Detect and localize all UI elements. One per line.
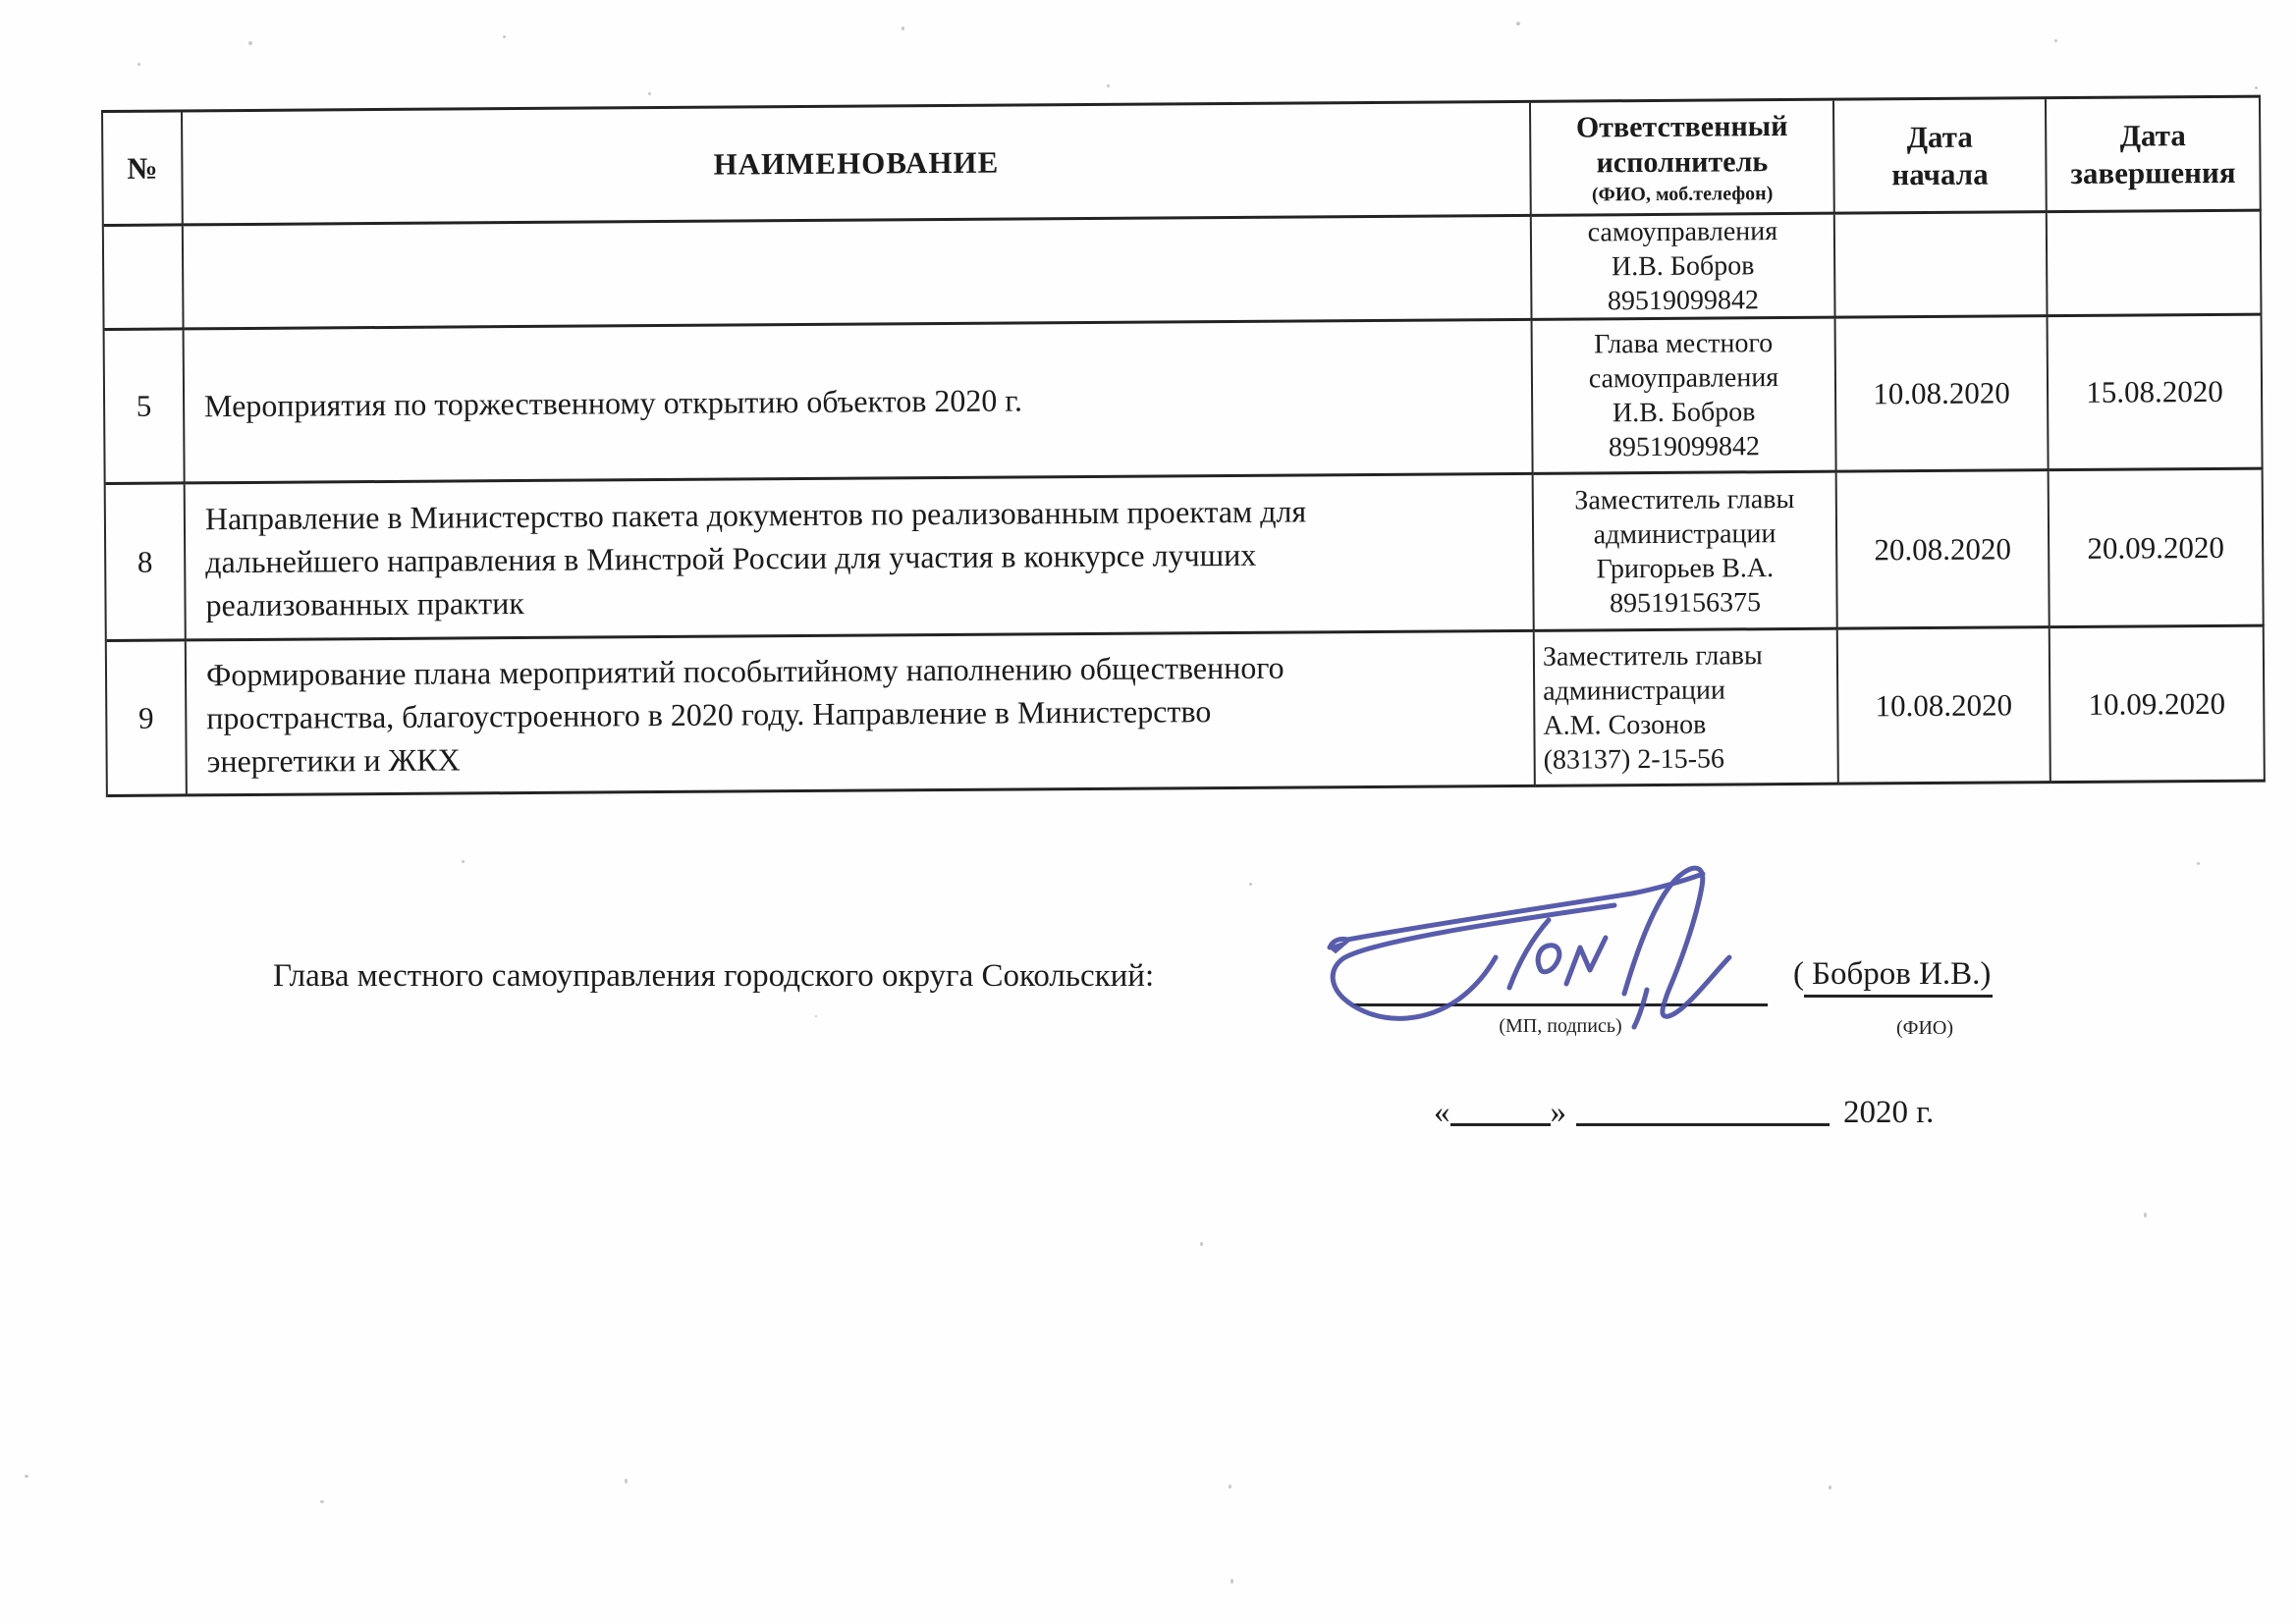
date-blank-month [1576, 1092, 1830, 1126]
scan-speck [503, 35, 506, 38]
scan-speck [25, 1475, 28, 1478]
header-executor-subtitle: (ФИО, моб.телефон) [1591, 182, 1774, 205]
schedule-table [101, 95, 2266, 797]
open-quote: « [1434, 1095, 1450, 1130]
cell-executor: Глава местного самоуправления И.В. Бобров 89519099842 [1533, 319, 1837, 475]
header-cell-executor [1531, 101, 1835, 217]
scan-speck [2255, 86, 2258, 89]
cell-date-start: 10.08.2020 [1838, 628, 2051, 785]
scan-speck [1107, 84, 1110, 87]
cell-num: 8 [106, 484, 187, 642]
signatory-title: Глава местного самоуправления городского округа Сокольский: [273, 958, 1155, 994]
header-cell-date-end: Дата завершения [2047, 98, 2262, 214]
year-label: 2020 г. [1843, 1095, 1935, 1130]
cell-executor: самоуправления И.В. Бобров 89519099842 [1532, 215, 1836, 321]
cell-date-start: 20.08.2020 [1837, 471, 2050, 630]
date-blank-day [1450, 1092, 1551, 1126]
close-quote: » [1550, 1095, 1566, 1130]
signatory-name-open-paren: ( [1793, 956, 1804, 992]
cell-num: 9 [107, 641, 188, 797]
scan-speck [1200, 1242, 1203, 1246]
cell-executor: Заместитель главы администрации Григорьев В.А. 89519156375 [1534, 473, 1838, 632]
cell-num [104, 226, 185, 331]
header-cell-num: № [103, 112, 184, 227]
cell-date-end: 15.08.2020 [2049, 316, 2264, 472]
scan-speck [648, 92, 651, 95]
fio-caption: (ФИО) [1895, 1017, 1953, 1039]
scan-speck [462, 860, 465, 863]
scan-speck [1829, 1486, 1831, 1489]
cell-name: Формирование плана мероприятий пособытийному наполнению общественного пространства, благоустроенного в 2020 году. Направление в Министерство энергетики и ЖКХ [187, 632, 1536, 797]
table-grid [101, 95, 2266, 797]
scan-speck [1230, 1579, 1233, 1584]
cell-date-end: 20.09.2020 [2050, 470, 2265, 629]
signatory-name-text: Бобров И.В.) [1804, 956, 1993, 998]
scan-speck [1249, 883, 1252, 886]
cell-name [184, 217, 1533, 331]
scan-speck [320, 1500, 324, 1503]
cell-name: Направление в Министерство пакета документов по реализованным проектам для дальнейшего направления в Минстрой России для участия в конкурсе лучших реализованных практик [186, 475, 1535, 642]
cell-executor: Заместитель главы администрации А.М. Созонов (83137) 2-15-56 [1535, 630, 1839, 787]
scan-speck [2054, 39, 2057, 42]
scan-speck [137, 63, 140, 66]
header-cell-date-start: Дата начала [1834, 99, 2048, 215]
cell-name: Мероприятия по торжественному открытию объектов 2020 г. [185, 321, 1534, 485]
cell-date-end [2048, 212, 2263, 318]
scan-speck [2197, 862, 2200, 865]
scan-speck [1229, 1485, 1231, 1489]
scan-speck [625, 1479, 628, 1484]
scan-speck [815, 1015, 817, 1017]
header-executor-title: Ответственный исполнитель [1575, 109, 1788, 179]
date-fill-in-line [1434, 1092, 1934, 1131]
scan-speck [902, 27, 904, 30]
header-cell-name: НАИМЕНОВАНИЕ [183, 103, 1532, 227]
scan-speck [1516, 22, 1520, 26]
cell-num: 5 [105, 330, 186, 485]
stamp-signature-caption: (МП, подпись) [1499, 1015, 1622, 1037]
scan-speck [248, 41, 252, 45]
cell-date-end: 10.09.2020 [2050, 627, 2266, 785]
signatory-name [1793, 956, 1993, 993]
cell-date-start: 10.08.2020 [1836, 317, 2050, 473]
cell-date-start [1835, 213, 2049, 319]
scan-speck [2144, 1213, 2147, 1218]
handwritten-signature [1308, 842, 1770, 1034]
